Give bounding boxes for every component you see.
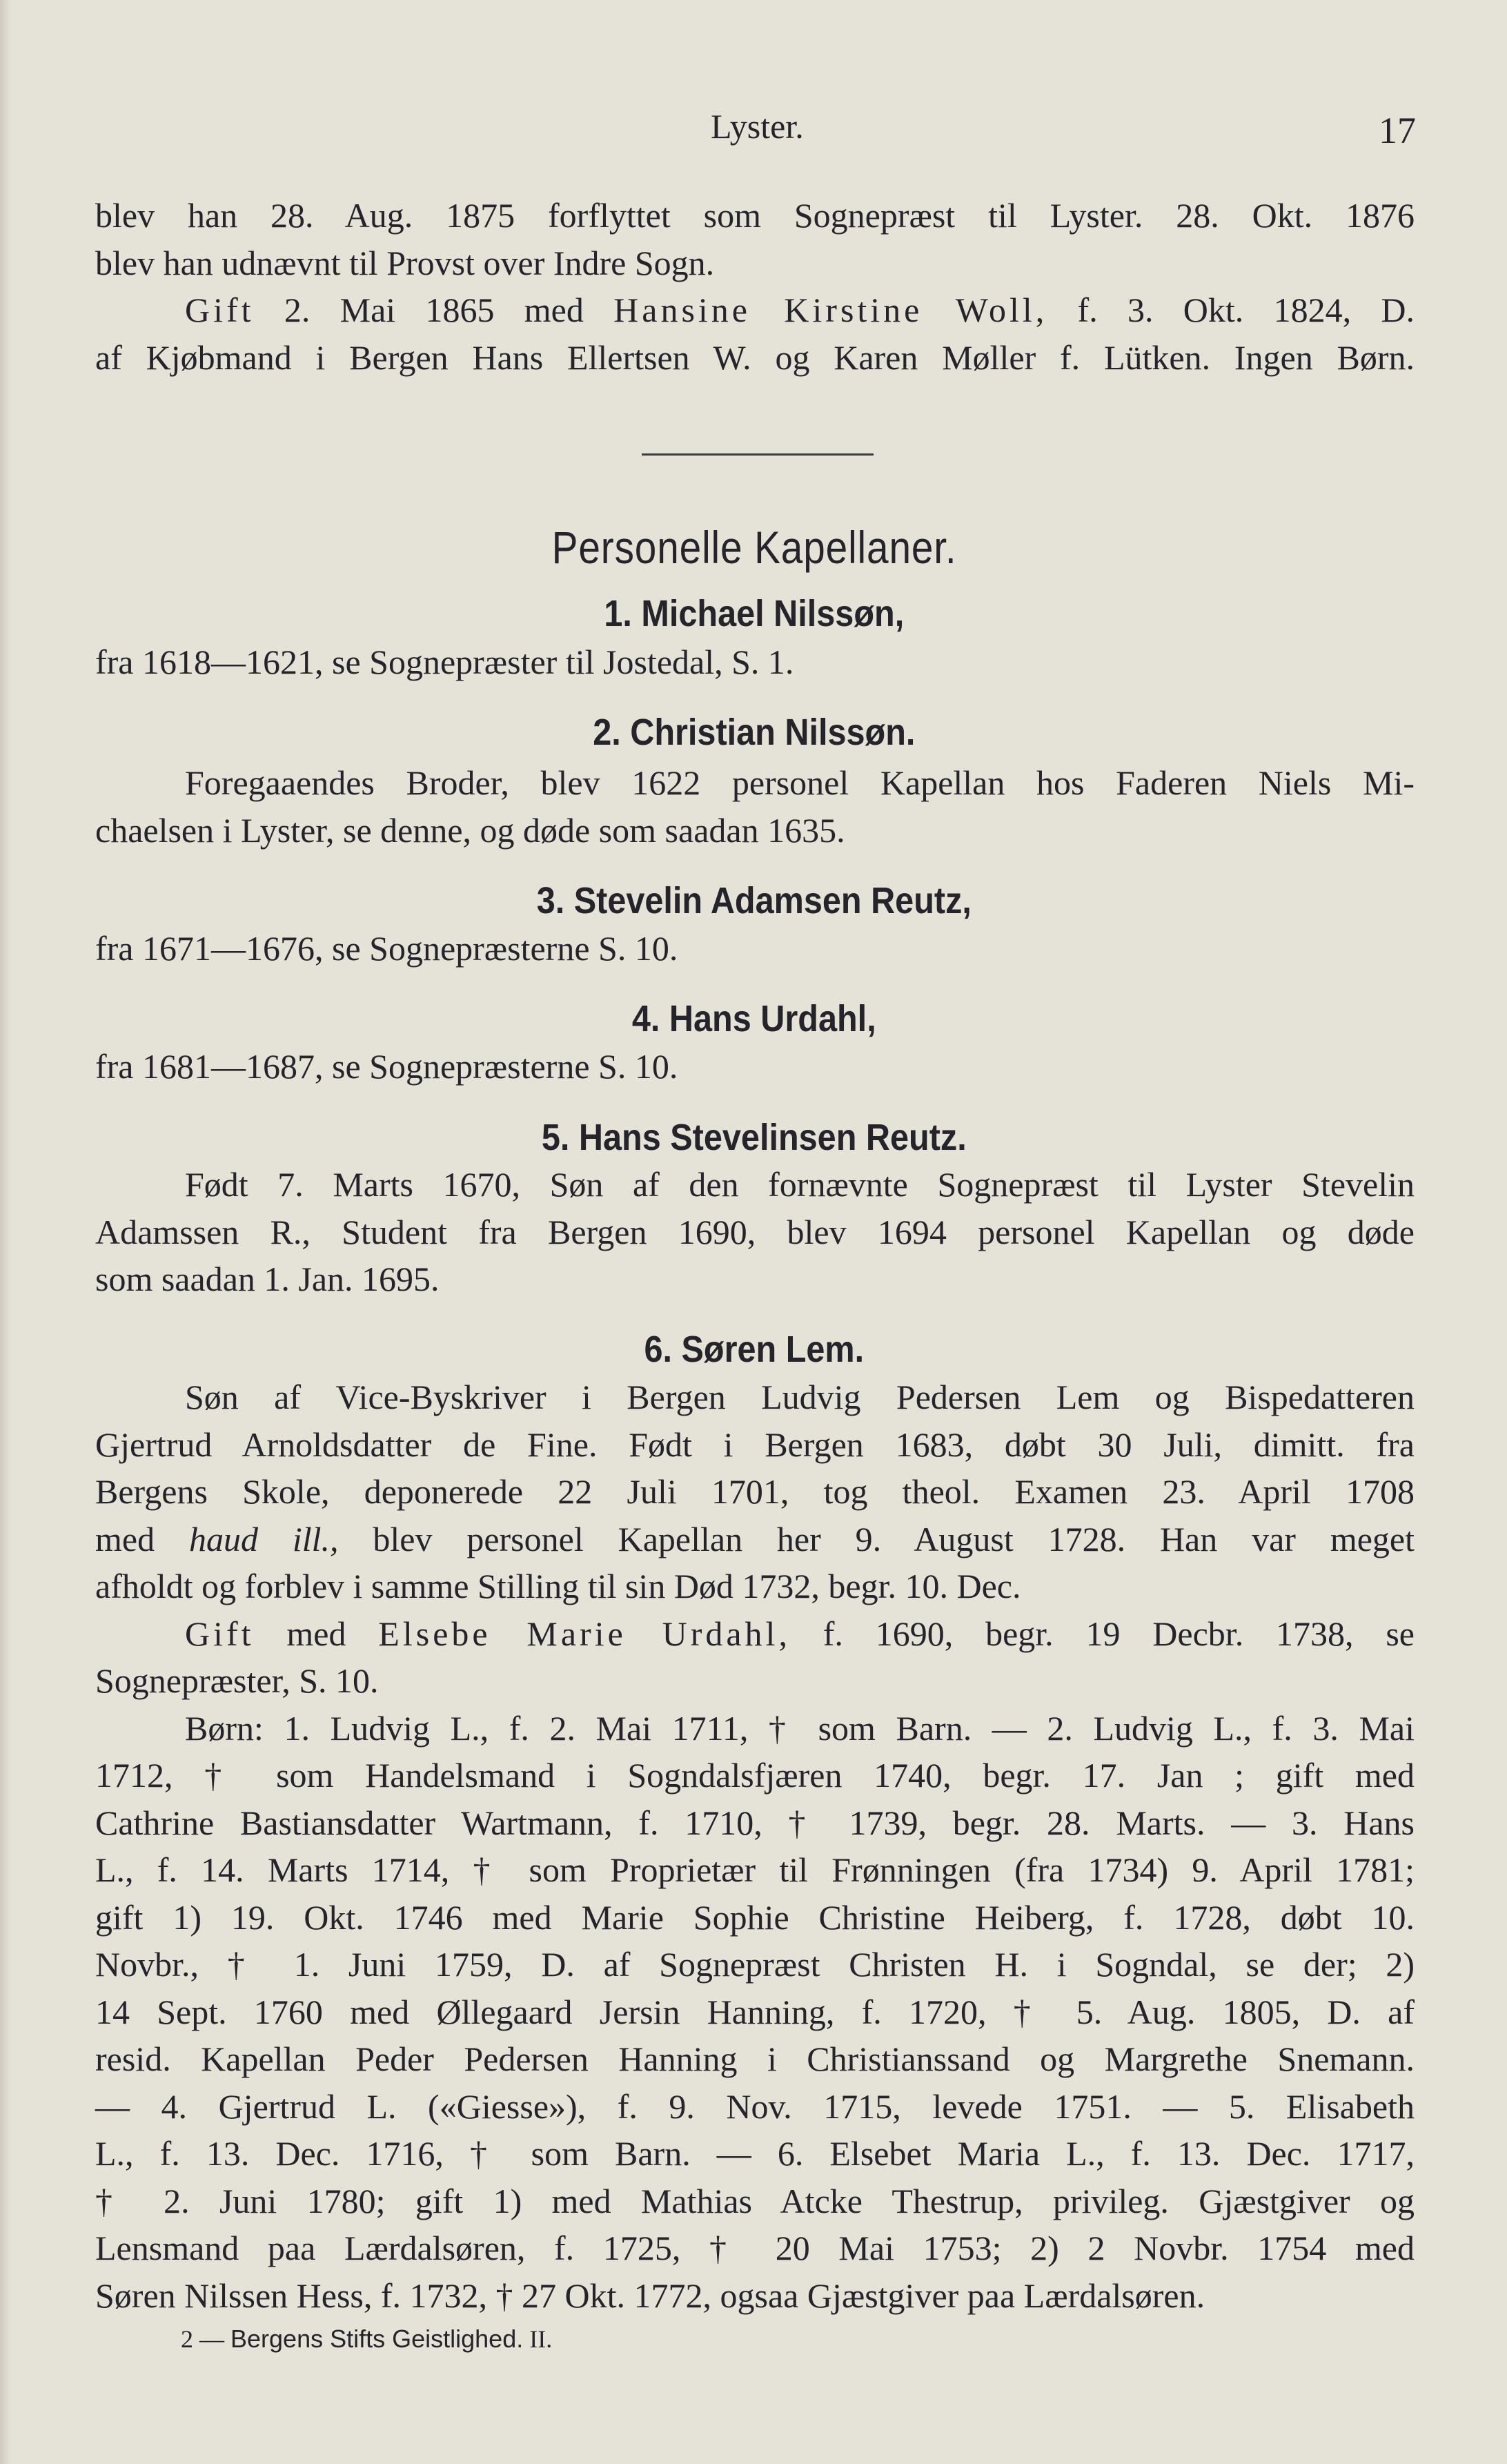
entry-line: Foregaaendes Broder, blev 1622 personel Kapellan hos Faderen Niels Mi- — [185, 763, 1415, 802]
spouse-details: f. 1690, begr. 19 Decbr. 1738, se — [823, 1614, 1415, 1653]
children-line: † 2. Juni 1780; gift 1) med Mathias Atcke Thestrup, privileg. Gjæstgiver og — [95, 2181, 1415, 2220]
footer-volume: II. — [529, 2325, 553, 2353]
entry-line: Bergens Skole, deponerede 22 Juli 1701, tog theol. Examen 23. April 1708 — [95, 1472, 1415, 1511]
children-line: resid. Kapellan Peder Pedersen Hanning i Christianssand og Margrethe Snemann. — [95, 2040, 1415, 2078]
haud-ill-italic: haud ill., — [188, 1519, 339, 1558]
intro-line: blev han 28. Aug. 1875 forflyttet som Sognepræst til Lyster. 28. Okt. 1876 — [95, 196, 1415, 235]
spouse-name: Elsebe Marie Urdahl, — [378, 1614, 791, 1653]
entry-heading: 3. Stevelin Adamsen Reutz, — [536, 880, 972, 921]
entry-heading: 1. Michael Nilssøn, — [604, 593, 905, 634]
marriage-line-2: Sognepræster, S. 10. — [95, 1661, 379, 1700]
marriage-line — [95, 1610, 1415, 1658]
children-line: Cathrine Bastiansdatter Wartmann, f. 1710, † 1739, begr. 28. Marts. — 3. Hans — [95, 1803, 1415, 1842]
footer-sheet: 2 — — [181, 2325, 224, 2353]
running-header — [0, 97, 1507, 159]
entry-line: chaelsen i Lyster, se denne, og døde som saadan 1635. — [95, 810, 845, 850]
entry-heading: 6. Søren Lem. — [644, 1329, 865, 1370]
entry-line: afholdt og forblev i samme Stilling til sin Død 1732, begr. 10. Dec. — [95, 1567, 1021, 1605]
children-line: 1712, † som Handelsmand i Sogndalsfjæren 1740, begr. 17. Jan ; gift med — [95, 1756, 1415, 1795]
page-edge-shadow — [0, 0, 11, 2464]
marriage-date: 2. Mai 1865 med — [284, 291, 584, 329]
children-line: — 4. Gjertrud L. («Giesse»), f. 9. Nov. 1715, levede 1751. — 5. Elisabeth — [95, 2086, 1415, 2126]
haud-pre: med — [95, 1519, 155, 1558]
children-line: Lensmand paa Lærdalsøren, f. 1725, † 20 Mai 1753; 2) 2 Novbr. 1754 med — [95, 2229, 1415, 2267]
page-number: 17 — [1379, 110, 1416, 151]
entry-line: fra 1618—1621, se Sognepræster til Jostedal, S. 1. — [95, 643, 794, 681]
intro-line: blev han udnævnt til Provst over Indre Sogn. — [95, 243, 715, 282]
gift-label: Gift — [185, 1614, 255, 1653]
section-title: Personelle Kapellaner. — [551, 522, 957, 573]
signature-footer — [181, 2325, 552, 2354]
entry-line: fra 1671—1676, se Sognepræsterne S. 10. — [95, 929, 678, 968]
entry-line: Søn af Vice-Byskriver i Bergen Ludvig Pedersen Lem og Bispedatteren — [185, 1378, 1415, 1416]
intro-block — [95, 192, 1415, 381]
children-line: Børn: 1. Ludvig L., f. 2. Mai 1711, † som Barn. — 2. Ludvig L., f. 3. Mai — [185, 1708, 1415, 1748]
section-divider — [642, 453, 874, 456]
marriage-line — [95, 286, 1415, 334]
entry-line: Gjertrud Arnoldsdatter de Fine. Født i Bergen 1683, døbt 30 Juli, dimitt. fra — [95, 1425, 1415, 1464]
gift-label: Gift — [185, 291, 255, 329]
entry-line: Adamssen R., Student fra Bergen 1690, blev 1694 personel Kapellan og døde — [95, 1212, 1415, 1251]
children-line: Søren Nilssen Hess, f. 1732, † 27 Okt. 1772, ogsaa Gjæstgiver paa Lærdalsøren. — [95, 2276, 1205, 2315]
entry-heading: 5. Hans Stevelinsen Reutz. — [541, 1117, 967, 1158]
children-line: Novbr., † 1. Juni 1759, D. af Sognepræst Christen H. i Sogndal, se der; 2) — [95, 1945, 1415, 1984]
footer-title: Bergens Stifts Geistlighed. — [230, 2325, 524, 2353]
children-line: L., f. 14. Marts 1714, † som Proprietær til Frønningen (fra 1734) 9. April 1781; — [95, 1850, 1415, 1889]
children-line: L., f. 13. Dec. 1716, † som Barn. — 6. Elsebet Maria L., f. 13. Dec. 1717, — [95, 2134, 1415, 2173]
spouse-name: Hansine Kirstine Woll, — [613, 291, 1048, 329]
entry-line: Født 7. Marts 1670, Søn af den fornævnte Sognepræst til Lyster Stevelin — [185, 1165, 1415, 1204]
spouse-details: f. 3. Okt. 1824, D. — [1077, 291, 1415, 329]
entry-body — [95, 759, 1415, 854]
entry-line: som saadan 1. Jan. 1695. — [95, 1260, 440, 1298]
marriage-pre: med — [286, 1614, 346, 1653]
entry-body — [95, 1373, 1415, 2319]
entry-body — [95, 1161, 1415, 1303]
entry-line: fra 1681—1687, se Sognepræsterne S. 10. — [95, 1047, 678, 1086]
haud-post: blev personel Kapellan her 9. August 1728. Han var meget — [373, 1519, 1415, 1558]
children-line: 14 Sept. 1760 med Øllegaard Jersin Hanning, f. 1720, † 5. Aug. 1805, D. af — [95, 1992, 1415, 2031]
entry-line-haud — [95, 1516, 1415, 1563]
entry-heading: 4. Hans Urdahl, — [631, 998, 876, 1039]
header-title: Lyster. — [711, 107, 804, 146]
marriage-line-2: af Kjøbmand i Bergen Hans Ellertsen W. og Karen Møller f. Lütken. Ingen Børn. — [95, 338, 1415, 377]
children-line: gift 1) 19. Okt. 1746 med Marie Sophie Christine Heiberg, f. 1728, døbt 10. — [95, 1897, 1415, 1937]
entry-heading: 2. Christian Nilssøn. — [593, 712, 916, 753]
